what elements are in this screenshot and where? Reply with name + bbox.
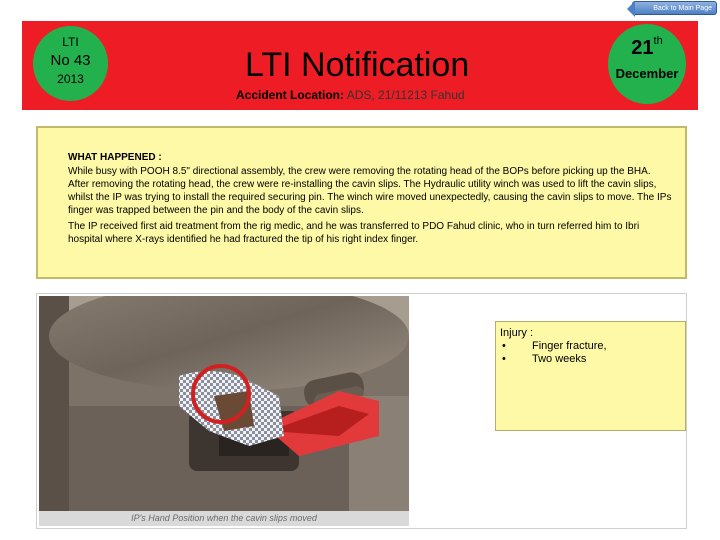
lti-number-badge bbox=[33, 26, 108, 101]
what-happened-heading: WHAT HAPPENED : bbox=[68, 152, 162, 163]
incident-photo bbox=[39, 296, 409, 526]
injury-heading: Injury : bbox=[500, 327, 534, 339]
back-to-main-page-button[interactable] bbox=[632, 1, 717, 15]
lti-badge-label: LTI bbox=[62, 35, 79, 49]
date-day-suffix: th bbox=[653, 35, 663, 47]
back-button-label: Back to Main Page bbox=[653, 5, 712, 12]
accident-location-value: ADS, 21/11213 Fahud bbox=[346, 88, 465, 102]
date-month: December bbox=[615, 66, 679, 81]
date-badge bbox=[608, 24, 686, 104]
accident-location-label: Accident Location: bbox=[236, 88, 345, 102]
lti-badge-year: 2013 bbox=[57, 72, 84, 86]
accident-location bbox=[236, 88, 465, 102]
bullet-icon: • bbox=[502, 353, 506, 365]
injury-item bbox=[500, 340, 681, 353]
date-day: 21th bbox=[631, 35, 663, 59]
injury-item-text: Two weeks bbox=[532, 353, 587, 365]
what-happened-box bbox=[36, 126, 687, 279]
back-arrow-icon bbox=[627, 1, 635, 17]
injury-box bbox=[495, 321, 686, 431]
what-happened-paragraph-1: While busy with POOH 8.5" directional assembly, the crew were removing the rotating head of the BOPs before picking up the BHA. After removing the rotating head, the crew were re-installing the cavin slips. The Hydraulic utility winch was used to lift the cavin slips, whilst the IP was trying to install the required securing pin. The winch wire moved unexpectedly, causing the cavin slips to move. The IPs finger was trapped between the pin and the body of the cavin slips. bbox=[68, 166, 672, 216]
incident-photo-image bbox=[39, 296, 409, 526]
lti-badge-number: No 43 bbox=[50, 52, 91, 69]
injury-item-text: Finger fracture, bbox=[532, 340, 607, 352]
photo-caption: IP's Hand Position when the cavin slips moved bbox=[39, 511, 409, 526]
what-happened-paragraph-2: The IP received first aid treatment from the rig medic, and he was transferred to PDO Fahud clinic, who in turn referred him to Ibri hospital where X-rays identified he had fractured the tip of his right index finger. bbox=[68, 221, 640, 245]
page-title: LTI Notification bbox=[245, 46, 470, 84]
bullet-icon: • bbox=[502, 340, 506, 352]
injury-item bbox=[500, 353, 681, 366]
